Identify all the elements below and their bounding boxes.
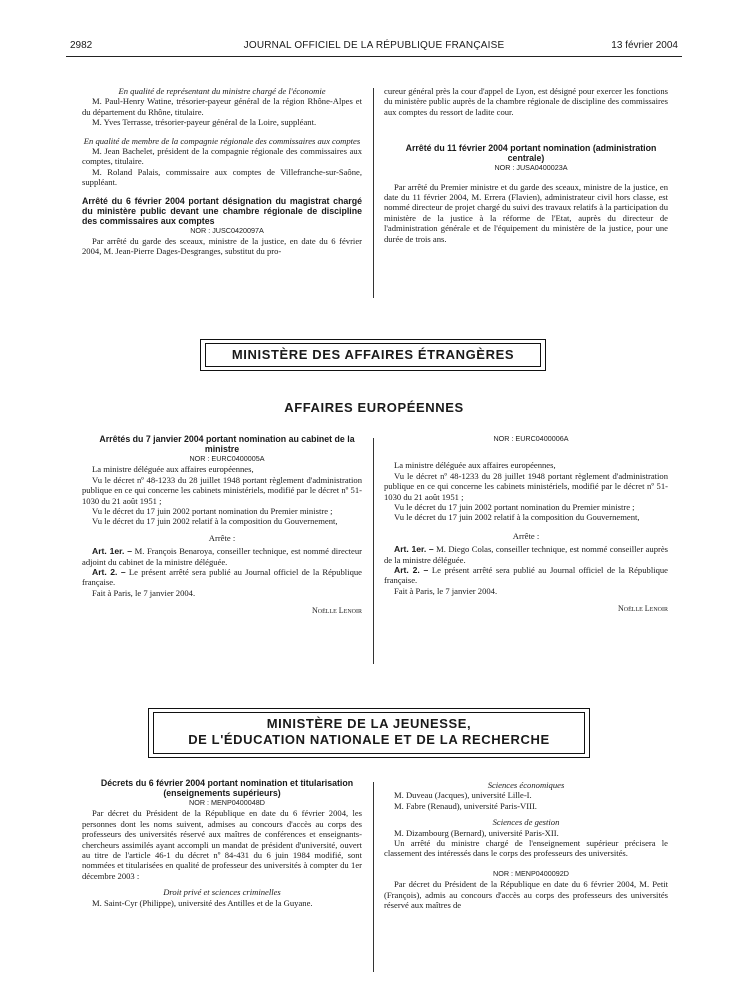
ministry-title: MINISTÈRE DES AFFAIRES ÉTRANGÈRES: [231, 347, 515, 362]
decree-heading: Arrêtés du 7 janvier 2004 portant nomination au cabinet de la ministre: [99, 434, 355, 454]
paragraph: M. Roland Palais, commissaire aux comptes de Villefranche-sur-Saône, suppléant.: [82, 166, 362, 188]
issue-date: 13 février 2004: [611, 40, 678, 51]
article-2: [82, 567, 362, 588]
paragraph: La ministre déléguée aux affaires européennes,: [394, 460, 556, 471]
nor-reference: NOR : EURC0400005A: [189, 454, 265, 463]
bottom-right-column: [384, 780, 668, 910]
paragraph: Fait à Paris, le 7 janvier 2004.: [394, 585, 498, 596]
paragraph: Vu le décret nº 48-1233 du 28 juillet 1948 portant règlement d'administration publique en ce qui concerne les cabinets ministériels, modifié par le décret nº 51-1030 du 21 août 1951 ;: [384, 470, 668, 502]
nor-reference: NOR : EURC0400006A: [493, 434, 569, 443]
article-text: Le présent arrêté sera publié au Journal officiel de la République française.: [82, 567, 362, 588]
paragraph: Par arrêté du Premier ministre et du garde des sceaux, ministre de la justice, en date du 11 février 2004, M. Errera (Flavien), administrateur civil hors classe, est nommé directeur de projet chargé du suivi des travaux relatifs à la participation du ministère de la justice à la réforme de l'Etat, auprès du directeur de l'administration générale et de l'équipement du ministère de la justice, pour une durée de trois ans.: [384, 181, 668, 244]
ministry-title-line: MINISTÈRE DE LA JEUNESSE,: [266, 716, 472, 731]
discipline-caption: Sciences économiques: [487, 780, 565, 790]
section-title: AFFAIRES EUROPÉENNES: [284, 400, 464, 415]
bottom-left-column: [82, 778, 362, 908]
journal-title: JOURNAL OFFICIEL DE LA RÉPUBLIQUE FRANÇAISE: [243, 40, 505, 51]
decree-heading: Arrêté du 11 février 2004 portant nomination (administration centrale): [405, 143, 657, 164]
paragraph: Un arrêté du ministre chargé de l'enseignement supérieur précisera le classement des intéressés dans le corps des professeurs des universités.: [384, 838, 668, 859]
paragraph: Par décret du Président de la République en date du 6 février 2004, M. Petit (François), admis au concours d'accès au corps des professeurs des universités réservé aux maîtres de: [384, 879, 668, 911]
paragraph: M. Fabre (Renaud), université Paris-VIII.: [394, 800, 537, 811]
article-text: M. François Benaroya, conseiller technique, est nommé directeur adjoint du cabinet de la ministre déléguée.: [82, 546, 362, 567]
article-2: [384, 565, 668, 586]
article-label: Art. 2. –: [92, 567, 126, 578]
article-label: Art. 2. –: [394, 565, 429, 576]
paragraph: Vu le décret du 17 juin 2002 portant nomination du Premier ministre ;: [92, 506, 333, 517]
ministry-title-line: DE L'ÉDUCATION NATIONALE ET DE LA RECHERCHE: [188, 732, 550, 747]
article-1: [384, 544, 668, 565]
paragraph: Par décret du Président de la République en date du 6 février 2004, les personnes dont les noms suivent, admises au concours d'accès au corps des professeurs des universités réservé aux maîtres de conférences et enseignants-chercheurs assimilés ayant accompli un mandat de président d'université, ouvert au titre de l'article 46-1 du décret nº 84-431 du 6 juin 1984 modifié, sont nommées et titularisées en qualité de professeur des universités à compter du 1er décembre 2003 :: [82, 808, 362, 881]
paragraph: M. Saint-Cyr (Philippe), université des Antilles et de la Guyane.: [92, 897, 313, 908]
signature: Noëlle Lenoir: [312, 606, 362, 616]
nor-reference: NOR : JUSC0420097A: [190, 225, 264, 235]
arrete-label: Arrête :: [208, 532, 236, 543]
paragraph: Vu le décret du 17 juin 2002 relatif à la composition du Gouvernement,: [92, 516, 338, 527]
discipline-caption: Droit privé et sciences criminelles: [163, 887, 281, 898]
paragraph: M. Jean Bachelet, président de la compagnie régionale des commissaires aux comptes, titulaire.: [82, 146, 362, 167]
role-caption: En qualité de membre de la compagnie régionale des commissaires aux comptes: [83, 135, 361, 146]
paragraph: M. Duveau (Jacques), université Lille-I.: [394, 790, 532, 801]
paragraph: M. Paul-Henry Watine, trésorier-payeur général de la région Rhône-Alpes et du département du Rhône, titulaire.: [82, 96, 362, 117]
paragraph: Vu le décret nº 48-1233 du 28 juillet 1948 portant règlement d'administration publique en ce qui concerne les cabinets ministériels, modifié par le décret nº 51-1030 du 21 août 1951 ;: [82, 474, 362, 506]
nor-reference: NOR : MENP0400048D: [189, 798, 265, 807]
top-right-column: [384, 86, 668, 244]
paragraph: Fait à Paris, le 7 janvier 2004.: [92, 587, 196, 598]
role-caption: En qualité de représentant du ministre chargé de l'économie: [118, 86, 326, 96]
top-left-column: [82, 86, 362, 257]
paragraph: Vu le décret du 17 juin 2002 relatif à la composition du Gouvernement,: [394, 512, 640, 523]
ministry-box: [200, 339, 546, 371]
article-text: M. Diego Colas, conseiller technique, est nommé conseiller auprès de la ministre déléguée.: [384, 544, 669, 565]
paragraph: La ministre déléguée aux affaires européennes,: [92, 464, 254, 475]
signature: Noëlle Lenoir: [618, 604, 668, 614]
mid-left-column: [82, 434, 362, 617]
header-rule: [66, 56, 682, 57]
article-1: [82, 546, 362, 567]
discipline-caption: Sciences de gestion: [492, 817, 560, 828]
page-number: 2982: [70, 40, 93, 51]
column-divider: [373, 782, 374, 972]
column-divider: [373, 438, 374, 664]
decree-heading: Décrets du 6 février 2004 portant nomination et titularisation (enseignements supérieurs): [100, 778, 354, 798]
nor-reference: NOR : JUSA0400023A: [494, 163, 568, 173]
column-divider: [373, 88, 374, 298]
paragraph: Vu le décret du 17 juin 2002 portant nomination du Premier ministre ;: [394, 502, 635, 513]
paragraph: M. Dizambourg (Bernard), université Paris-XII.: [394, 827, 559, 838]
nor-reference: NOR : MENP0400092D: [493, 868, 569, 878]
decree-heading: Arrêté du 6 février 2004 portant désignation du magistrat chargé du ministère public devant une chambre régionale de discipline des commissaires aux comptes: [82, 195, 362, 226]
article-label: Art. 1er. –: [394, 544, 434, 555]
paragraph: cureur général près la cour d'appel de Lyon, est désigné pour exercer les fonctions du ministère public auprès de la chambre régionale de discipline des commissaires aux comptes du ressort de ladite cour.: [384, 86, 668, 117]
article-text: Le présent arrêté sera publié au Journal officiel de la République française.: [384, 565, 668, 586]
mid-right-column: [384, 434, 668, 615]
paragraph: M. Yves Terrasse, trésorier-payeur général de la Loire, suppléant.: [92, 117, 317, 128]
ministry-box: [148, 708, 590, 758]
article-label: Art. 1er. –: [92, 546, 133, 557]
arrete-label: Arrête :: [512, 530, 540, 541]
paragraph: Par arrêté du garde des sceaux, ministre de la justice, en date du 6 février 2004, M. Jean-Pierre Dages-Desgranges, substitut du pro-: [82, 236, 362, 257]
